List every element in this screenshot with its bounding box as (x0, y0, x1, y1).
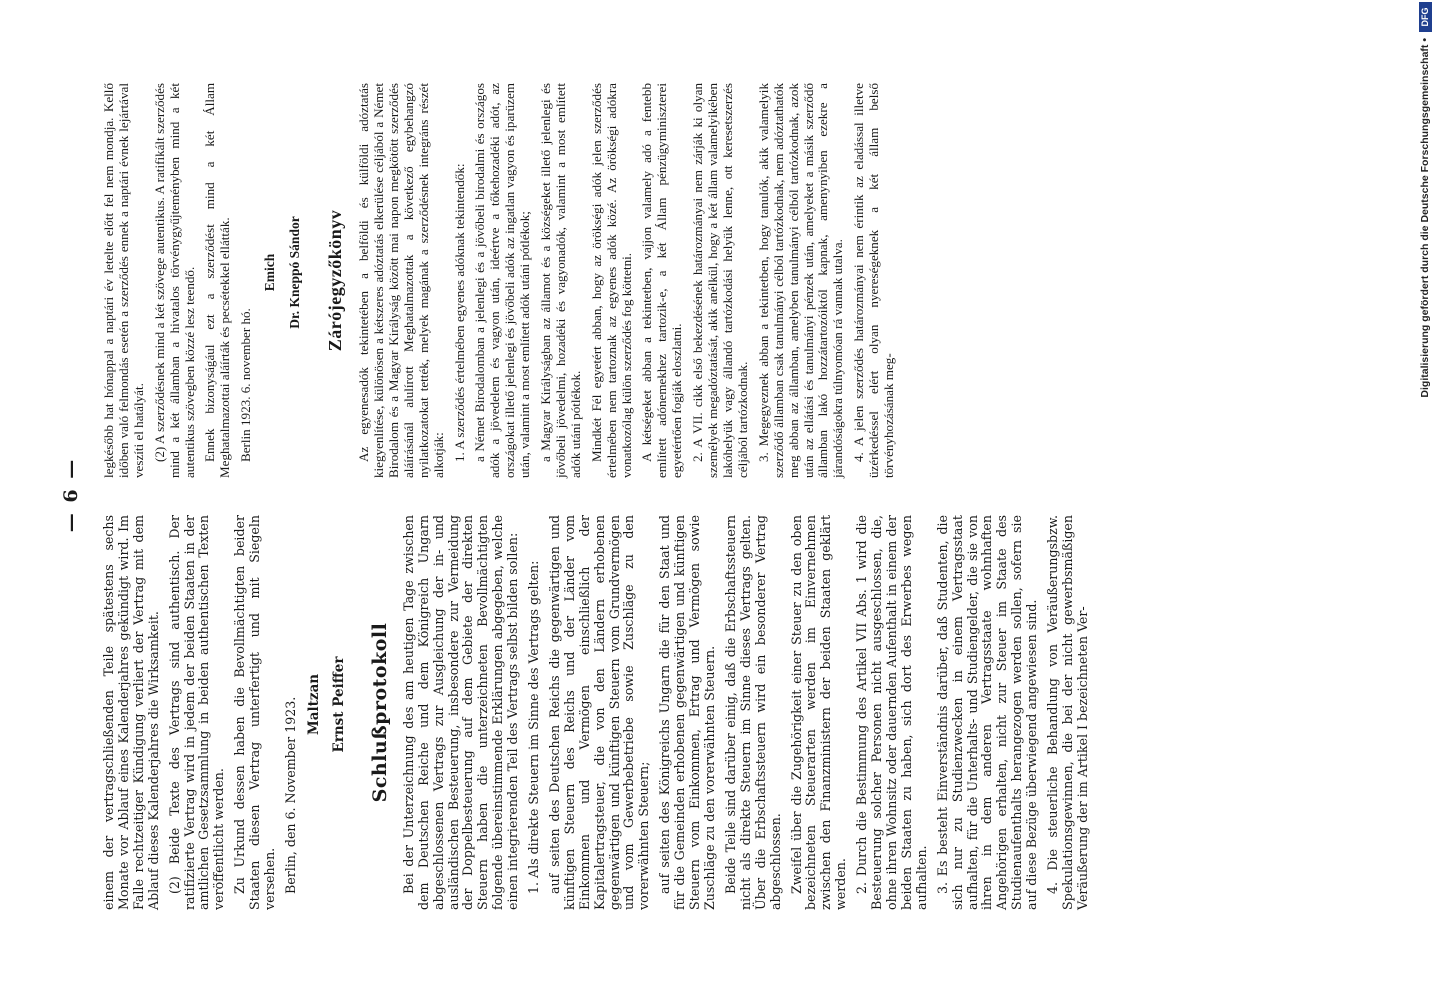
document-page (60, 80, 1360, 910)
hungarian-item-3: 3. Megegyeznek abban a tekintetben, hogy tanulók, akik valamelyik szerződő államban csak tanulmányi célból tartózkodnak, nem adóztathatók meg abban az államban, amelyben tanulmányi célból tartózkodnak, azok után az ellátási és tanulmányi pénzek után, amelyeket a másik szerződő államban lakó hozzátartozóiktól kapnak, amenynyiben ezekre a járandóságokra túlnyomóan rá vannak utalva. (755, 83, 846, 478)
german-signature-1: Maltzan (305, 673, 322, 736)
german-paragraph-3: Zu Urkund dessen haben die Bevollmächtigten beider Staaten diesen Vertrag unterfertigt und mit Siegeln versehen. (232, 515, 278, 910)
hungarian-item-2: 2. A VII. cikk első bekezdésének határozmányai nem zárják ki olyan személyek megadóztatását, akik anélkül, hogy a két állam valamelyikében lakóhelyük vagy állandó tartózkodási helyük lenne, ott keresetszerzés céljából tartózkodnak. (690, 83, 750, 478)
german-item-1a: auf seiten des Deutschen Reichs die gegenwärtigen und künftigen Steuern des Reichs und der Länder vom Einkommen und Vermögen einschließlich der Kapitalertragsteuer, die von den Ländern erhobenen gegenwärtigen und künftigen Steuern vom Grundvermögen und vom Gewerbebetriebe sowie Zuschläge zu den vorerwähnten Steuern; (546, 515, 652, 910)
hungarian-heading: Zárójegyzőkönyv (325, 209, 346, 352)
german-signatures (305, 515, 349, 910)
page-number: — 6 — (60, 457, 82, 533)
digitisation-credit (1412, 0, 1434, 1000)
german-item-1b: auf seiten des Königreichs Ungarn die für den Staat und für die Gemeinden erhobenen gegenwärtigen und künftigen Steuern vom Einkommen, Ertrag und Vermögen sowie Zuschläge zu den vorerwähnten Steuern. (657, 515, 717, 910)
column-separator (106, 495, 1336, 496)
credit-line (1414, 0, 1434, 1000)
hungarian-column (102, 83, 903, 478)
german-item-1c: Beide Teile sind darüber einig, daß die Erbschaftssteuern nicht als direkte Steuern im Sinne dieses Vertrags gelten. Über die Erbschaftssteuern wird ein besonderer Vertrag abgeschlossen. (722, 515, 783, 910)
german-paragraph-1: einem der vertragschließenden Teile spätestens sechs Monate vor Ablauf eines Kalenderjahres gekündigt wird. Im Falle rechtzeitiger Kündigung verliert der Vertrag mit dem Ablauf dieses Kalenderjahres die Wirksamkeit. (101, 515, 161, 910)
hungarian-item-1: 1. A szerződés értelmében egyenes adóknak tekintendők: (451, 163, 467, 462)
credit-text: Digitalisierung gefördert durch die Deutsche Forschungsgemeinschaft • (1419, 38, 1431, 398)
german-signature-2: Ernst Peiffer (330, 656, 347, 753)
hungarian-paragraph-1: legkésőbb hat hónappal a naptári év letelte előtt fel nem mondja. Kellő időben való felmondás esetén a szerződés ennek a naptári évnek lejártával veszíti el hatályát. (101, 83, 146, 478)
german-item-1d: Zweifel über die Zugehörigkeit einer Steuer zu den oben bezeichneten Steuerarten werden im Einvernehmen zwischen den Finanzministern der beiden Staaten geklärt werden. (788, 515, 849, 910)
hungarian-signature-1: Emich (262, 253, 278, 292)
hungarian-item-1c: Mindkét Fél egyetért abban, hogy az örökségi adók jelen szerződés értelmében nem tartoznak az egyenes adók közé. Az örökségi adókra vonatkozólag külön szerződés fog köttetni. (588, 83, 634, 478)
german-item-3: 3. Es besteht Einverständnis darüber, daß Studenten, die sich nur zu Studienzwecken in einem Vertragsstaat aufhalten, für die Unterhalts- und Studiengelder, die sie von ihren in dem anderen Vertragsstaate wohnhaften Angehörigen erhalten, nicht zur Steuer im Staate des Studienaufenthalts herangezogen werden sollen, sofern sie auf diese Bezüge überwiegend angewiesen sind. (934, 515, 1040, 910)
german-intro: Bei der Unterzeichnung des am heutigen Tage zwischen dem Deutschen Reiche und dem Königreich Ungarn abgeschlossenen Vertrags zur Ausgleichung der in- und ausländischen Besteuerung, insbesondere zur Vermeidung der Doppelbesteuerung auf dem Gebiete der direkten Steuern haben die unterzeichneten Bevollmächtigten folgende übereinstimmende Erklärungen abgegeben, welche einen integrierenden Teil des Vertrags selbst bilden sollen: (400, 515, 521, 910)
hungarian-item-1d: A kétségeket abban a tekintetben, vajjon valamely adó a fentebb említett adónemekhez tartozik-e, a két Állam pénzügyminiszterei egyetértően fogják eloszlatni. (639, 83, 685, 478)
hungarian-signatures (260, 83, 304, 478)
german-item-1: 1. Als direkte Steuern im Sinne des Vertrags gelten: (526, 560, 542, 894)
hungarian-item-1a: a Német Birodalomban a jelenlegi és a jövőbeli birodalmi és országos adók a jövedelem és vagyon után, ideértve a tőkehozadéki adót, az országokat illető jelenlegi és jövőbeli adók az ingatlan vagyon és iparüzem után, valamint a most említett adók utáni pótlékok; (472, 83, 533, 478)
german-heading: Schlußprotokoll (368, 622, 391, 803)
german-date: Berlin, den 6. November 1923. (282, 696, 298, 894)
german-item-4: 4. Die steuerliche Behandlung von Veräußerungsbzw. Spekulationsgewinnen, die bei der nicht gewerbsmäßigen Veräußerung der im Artikel I bezeichneten Ver- (1045, 515, 1090, 910)
hungarian-signature-2: Dr. Kneppó Sándor (287, 216, 303, 329)
german-item-2: 2. Durch die Bestimmung des Artikel VII Abs. 1 wird die Besteuerung solcher Personen nicht ausgeschlossen, die, ohne ihren Wohnsitz oder dauernden Aufenthalt in einem der beiden Staaten zu haben, sich dort des Erwerbes wegen aufhalten. (854, 515, 929, 910)
german-paragraph-2: (2) Beide Texte des Vertrags sind authentisch. Der ratifizierte Vertrag wird in jedem der beiden Staaten in der amtlichen Gesetzsammlung in beiden authentischen Texten veröffentlicht werden. (166, 515, 227, 910)
hungarian-intro: Az egyenesadók tekintetében a belföldi és külföldi adóztatás kiegyenlítése, különösen a kétszeres adóztatás elkerülése céljából a Német Birodalom és a Magyar Királyság között mai napon megkötött szerződés aláírásánál alulírott Meghatalmazottak a következő egybehangzó nyilatkozatokat tették, melyek magának a szerződésnek integráns részét alkotják: (356, 83, 446, 478)
hungarian-item-4: 4. A jelen szerződés határozmányai nem érintik az eladással illetve üzérkedéssel elért olyan nyereségeknek a két állam belső törvényhozásának meg- (851, 83, 897, 478)
hungarian-item-1b: a Magyar Királyságban az államot és a községeket illető jelenlegi és jövőbeli jövedelmi, hozadéki és vagyonadók, valamint a most említett adók utáni pótlékok. (538, 83, 583, 478)
hungarian-date: Berlin 1923. 6. november hó. (238, 308, 254, 462)
german-column (102, 515, 1097, 910)
hungarian-paragraph-3: Ennek bizonyságául ezt a szerződést mind a két Állam Meghatalmazottai aláírták és pecsétekkel ellátták. (202, 83, 233, 478)
dfg-logo-icon: DFG (1419, 2, 1432, 32)
hungarian-paragraph-2: (2) A szerződésnek mind a két szövege autentikus. A ratifikált szerződés mind a két államban a hivatalos törvénygyűjteményben mind a két autentikus szövegben közzé lesz teendő. (151, 83, 197, 478)
